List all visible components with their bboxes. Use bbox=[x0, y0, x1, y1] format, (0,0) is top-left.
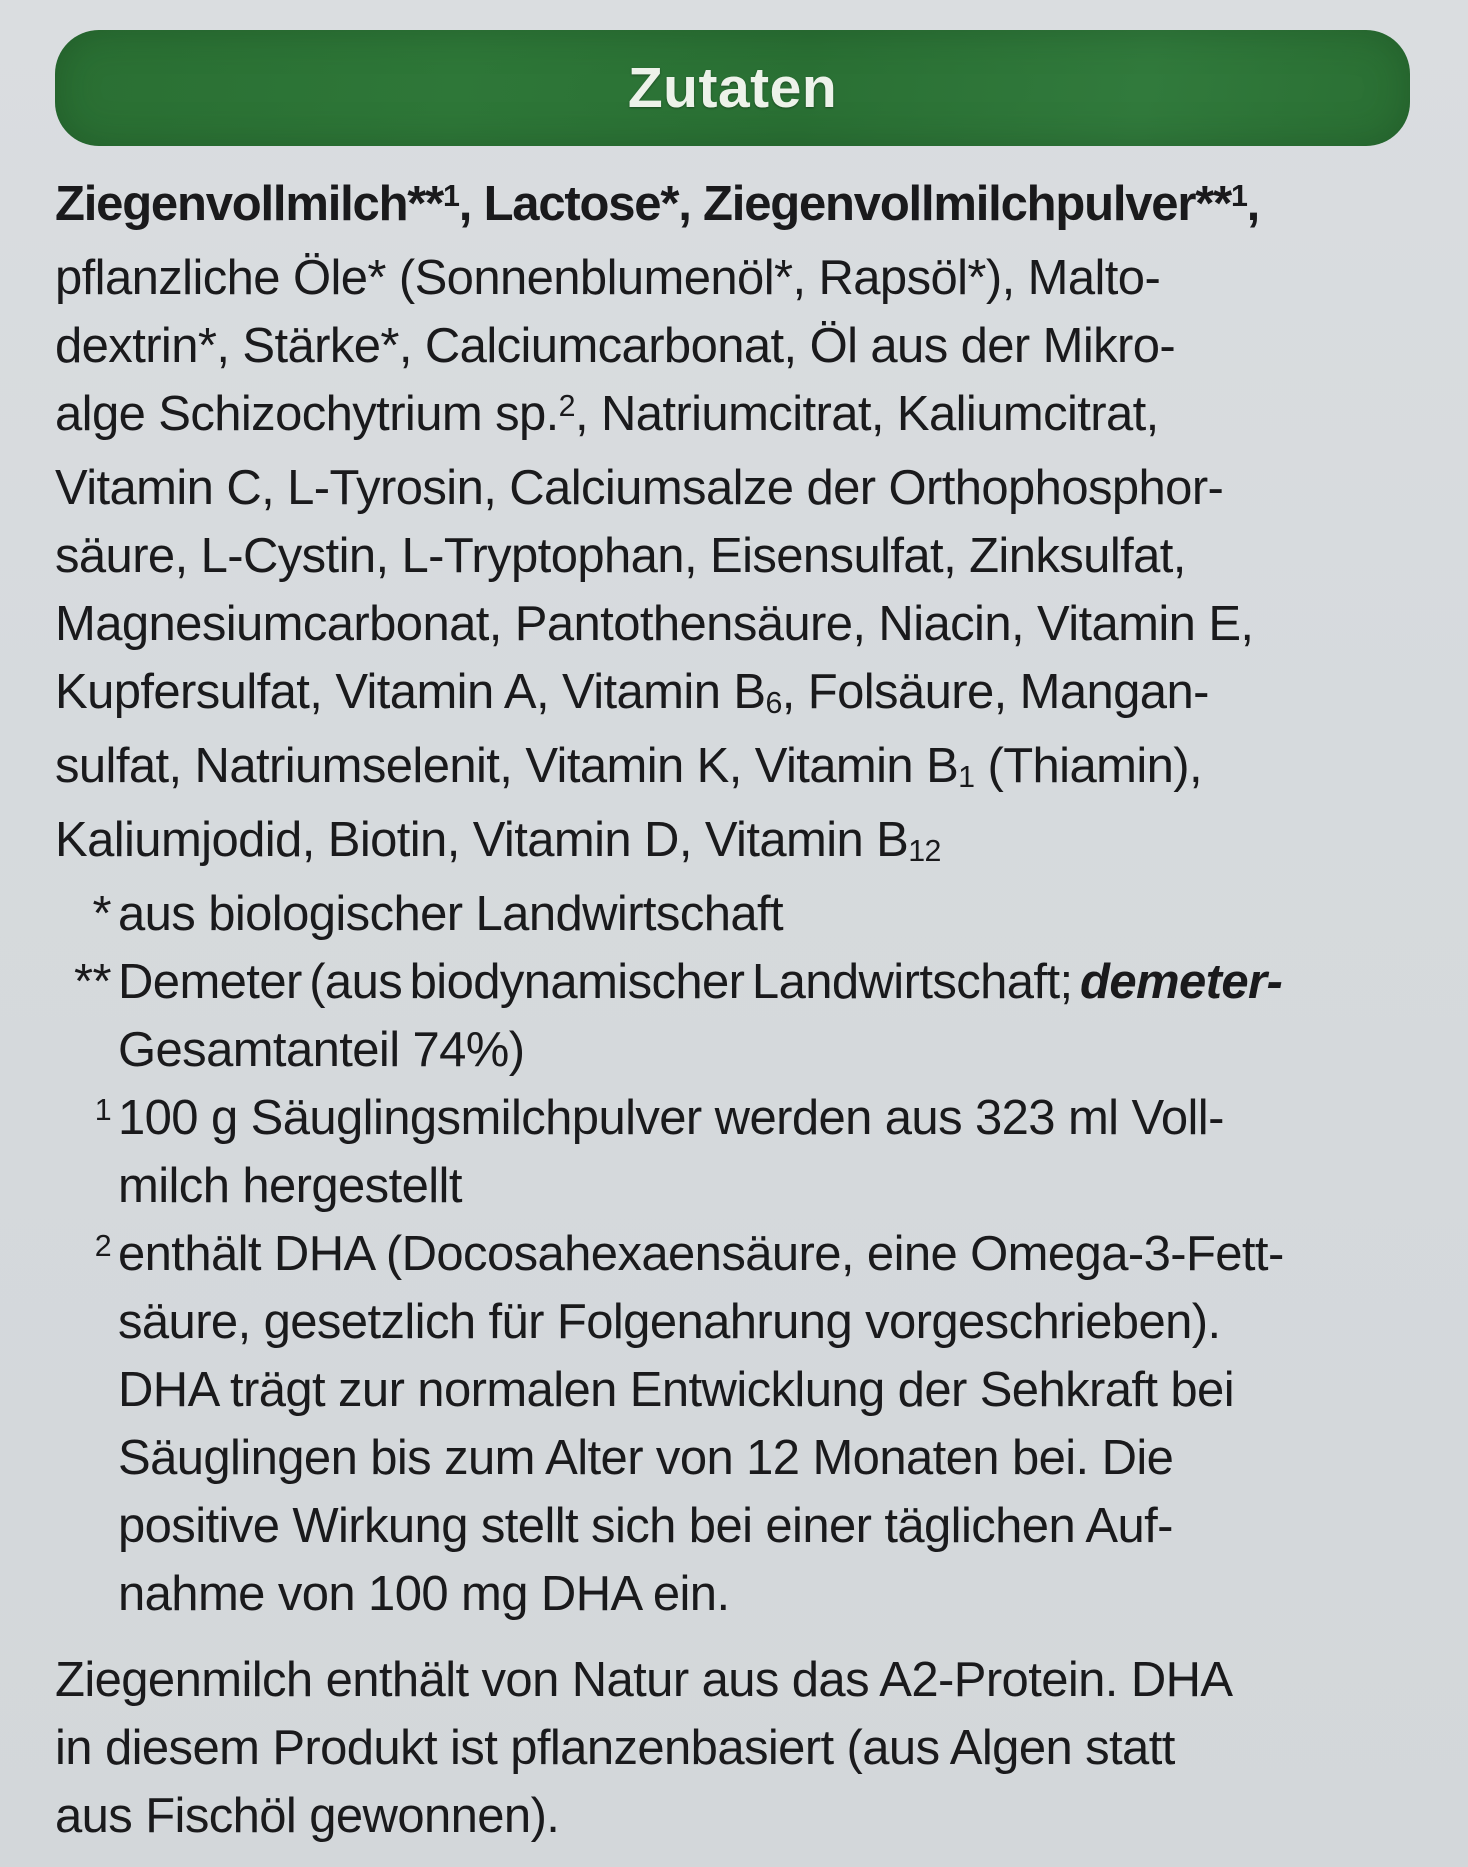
footnote-body bbox=[118, 880, 1410, 948]
footnote-body bbox=[118, 1084, 1410, 1220]
text-segment: ** bbox=[74, 955, 111, 1009]
text-segment: säure, gesetzlich für Folgenahrung vorgeschrieben). bbox=[118, 1295, 1221, 1349]
footnote-body bbox=[118, 1220, 1410, 1628]
text-line bbox=[55, 1782, 1410, 1850]
text-segment: 2 bbox=[558, 389, 575, 424]
label-body bbox=[0, 146, 1468, 1850]
text-segment: Gesamtanteil 74%) bbox=[118, 1023, 525, 1077]
footnote bbox=[55, 880, 1410, 948]
text-line bbox=[55, 312, 1410, 380]
text-line bbox=[55, 522, 1410, 590]
footnote-marker bbox=[55, 948, 111, 1016]
text-segment: pflanzliche Öle* (Sonnenblumenöl*, Rapsöl*), Malto- bbox=[55, 251, 1161, 305]
text-segment: 6 bbox=[765, 686, 782, 721]
text-line bbox=[55, 732, 1410, 806]
text-segment: , Natriumcitrat, Kaliumcitrat, bbox=[574, 387, 1159, 441]
text-segment: Kupfersulfat, Vitamin A, Vitamin B bbox=[55, 665, 766, 719]
closing-paragraph bbox=[55, 1646, 1410, 1850]
text-segment: sulfat, Natriumselenit, Vitamin K, Vitamin B bbox=[55, 739, 959, 793]
text-segment: in diesem Produkt ist pflanzenbasiert (aus Algen statt bbox=[55, 1721, 1175, 1775]
text-line bbox=[118, 1424, 1410, 1492]
footnote bbox=[55, 948, 1410, 1084]
text-segment: Säuglingen bis zum Alter von 12 Monaten bei. Die bbox=[118, 1431, 1174, 1485]
text-line bbox=[118, 948, 1410, 1016]
footnote-marker bbox=[55, 880, 111, 948]
text-segment: Demeter (aus biodynamischer Landwirtschaft; bbox=[118, 955, 1080, 1009]
text-line bbox=[55, 170, 1410, 244]
text-segment: , Folsäure, Mangan- bbox=[781, 665, 1209, 719]
ingredients-paragraph bbox=[55, 170, 1410, 880]
footnote-marker bbox=[55, 1220, 111, 1294]
text-segment: 1 bbox=[1230, 179, 1247, 214]
ingredients-label bbox=[0, 30, 1468, 1867]
text-line bbox=[118, 1288, 1410, 1356]
footnote bbox=[55, 1084, 1410, 1220]
text-segment: positive Wirkung stellt sich bei einer täglichen Auf- bbox=[118, 1499, 1173, 1553]
text-segment: aus biologischer Landwirtschaft bbox=[118, 887, 784, 941]
text-segment: dextrin*, Stärke*, Calciumcarbonat, Öl aus der Mikro- bbox=[55, 319, 1176, 373]
text-segment: milch hergestellt bbox=[118, 1159, 462, 1213]
text-segment: 1 bbox=[958, 760, 975, 795]
text-segment: 1 bbox=[443, 179, 459, 214]
text-segment: DHA trägt zur normalen Entwicklung der Sehkraft bei bbox=[118, 1363, 1234, 1417]
text-segment: enthält DHA (Docosahexaensäure, eine Omega-3-Fett- bbox=[118, 1227, 1284, 1281]
text-segment: Magnesiumcarbonat, Pantothensäure, Niacin, Vitamin E, bbox=[55, 597, 1254, 651]
text-line bbox=[118, 1152, 1410, 1220]
text-line bbox=[55, 1646, 1410, 1714]
text-line bbox=[118, 1220, 1410, 1288]
text-segment: * bbox=[92, 887, 111, 941]
text-segment: , bbox=[1246, 177, 1260, 231]
text-segment: aus Fischöl gewonnen). bbox=[55, 1789, 560, 1843]
footnote-marker bbox=[55, 1084, 111, 1158]
text-segment: nahme von 100 mg DHA ein. bbox=[118, 1567, 730, 1621]
text-line bbox=[118, 880, 1410, 948]
footnote bbox=[55, 1220, 1410, 1628]
text-line bbox=[55, 380, 1410, 454]
footnotes-block bbox=[55, 880, 1410, 1628]
text-line bbox=[118, 1016, 1410, 1084]
text-line bbox=[118, 1560, 1410, 1628]
text-segment: Ziegenmilch enthält von Natur aus das A2-Protein. DHA bbox=[55, 1653, 1233, 1707]
text-line bbox=[118, 1492, 1410, 1560]
zutaten-header-bar bbox=[55, 30, 1410, 146]
text-line bbox=[118, 1084, 1410, 1152]
text-line bbox=[55, 454, 1410, 522]
section-title: Zutaten bbox=[627, 56, 838, 120]
text-line bbox=[118, 1356, 1410, 1424]
text-segment: 12 bbox=[908, 834, 941, 869]
text-segment: säure, L-Cystin, L-Tryptophan, Eisensulfat, Zinksulfat, bbox=[55, 529, 1186, 583]
text-segment: Vitamin C, L-Tyrosin, Calciumsalze der Orthophosphor- bbox=[55, 461, 1224, 515]
text-line bbox=[55, 244, 1410, 312]
text-line bbox=[55, 806, 1410, 880]
text-segment: alge Schizochytrium sp. bbox=[55, 387, 559, 441]
text-line bbox=[55, 1714, 1410, 1782]
text-segment: Ziegenvollmilch** bbox=[55, 177, 444, 231]
text-segment: (Thiamin), bbox=[974, 739, 1203, 793]
text-segment: Kaliumjodid, Biotin, Vitamin D, Vitamin B bbox=[55, 813, 909, 867]
text-segment: demeter- bbox=[1080, 955, 1283, 1009]
text-segment: 1 bbox=[94, 1093, 111, 1128]
text-line bbox=[55, 590, 1410, 658]
text-segment: 100 g Säuglingsmilchpulver werden aus 323 ml Voll- bbox=[118, 1091, 1224, 1145]
footnote-body bbox=[118, 948, 1410, 1084]
text-segment: 2 bbox=[94, 1229, 111, 1264]
text-line bbox=[55, 658, 1410, 732]
text-segment: , Lactose*, Ziegenvollmilchpulver** bbox=[458, 177, 1231, 231]
